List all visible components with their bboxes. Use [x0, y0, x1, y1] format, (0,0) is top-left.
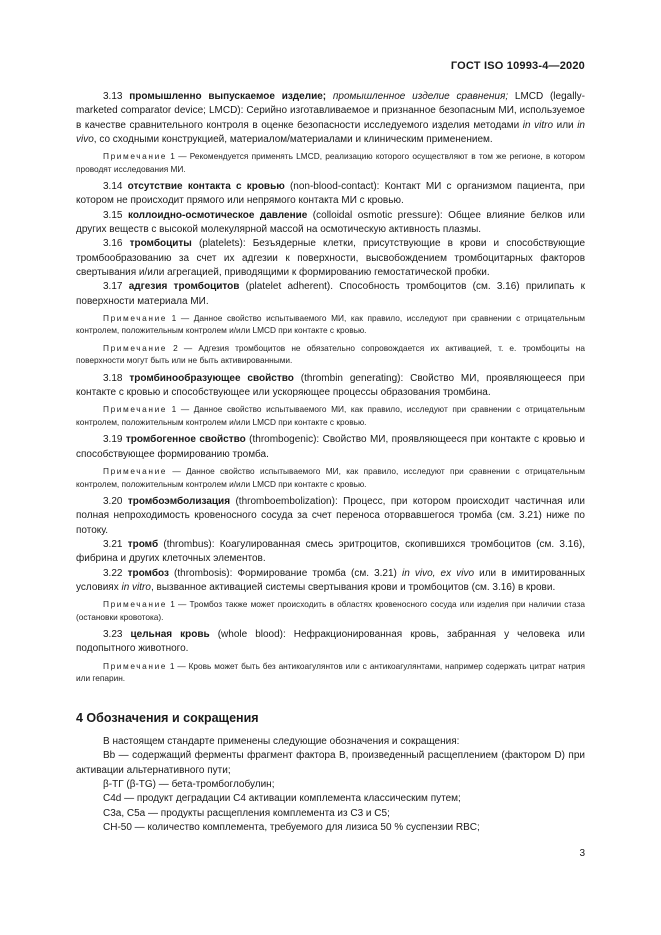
note — [76, 342, 585, 367]
entry-text: (whole blood): Нефракционированная кровь, забранная у человека или подопытного животного. — [76, 629, 585, 655]
abbreviation-item: C4d — продукт деградации C4 активации комплемента классическим путем; — [103, 793, 461, 805]
note — [76, 403, 585, 428]
entry-number: 3.20 — [103, 496, 123, 508]
section-heading: 4 Обозначения и сокращения — [76, 710, 259, 725]
note-text: 1 — Рекомендуется применять LMCD, реализацию которого осуществляют в том же регионе, в котором проводят исследования МИ. — [76, 151, 585, 174]
note — [76, 660, 585, 685]
document-id-header: ГОСТ ISO 10993-4—2020 — [450, 60, 585, 72]
definition-3-23 — [76, 628, 585, 657]
note-label: Примечание — [103, 151, 168, 162]
entry-number: 3.15 — [103, 209, 123, 221]
definition-3-14 — [76, 180, 585, 209]
definition-3-17 — [76, 280, 585, 309]
entry-term-alt: промышленное изделие сравнения; — [332, 91, 509, 102]
definition-3-15 — [76, 209, 585, 238]
entry-term: тромбоз — [127, 567, 169, 579]
abbreviation-item: CH-50 — количество комплемента, требуемого для лизиса 50 % суспензии RBC; — [103, 821, 480, 833]
note-text: — Данное свойство испытываемого МИ, как правило, исследуют при сравнении с отрицательным контролем, положительным контролем и/или LMCD при контакте с кровью. — [76, 466, 585, 489]
note — [76, 465, 585, 490]
abbreviation-item: Bb — содержащий ферменты фрагмент фактора B, произведенный расщеплением (фактором D) при активации альтернативного пути; — [76, 750, 585, 776]
entry-term: отсутствие контакта с кровью — [127, 181, 285, 193]
note-text: 1 — Тромбоз также может происходить в областях кровеносного сосуда или изделия при наличии стаза (остановки кровотока). — [76, 599, 585, 622]
entry-number: 3.22 — [103, 567, 123, 579]
entry-text: (colloidal osmotic pressure): Общее влияние белков или других веществ с высокой молекулярной массой на осмотическую активность плазмы. — [76, 209, 585, 236]
note — [76, 312, 585, 337]
entry-text: (platelet adherent). Способность тромбоцитов (см. 3.16) прилипать к поверхности материала МИ. — [76, 281, 586, 307]
entry-text: (thrombus): Коагулированная смесь эритроцитов, скопившихся тромбоцитов (см. 3.16), фибрина и других клеточных элементов. — [76, 538, 586, 565]
entry-term: цельная кровь — [130, 629, 210, 641]
entry-term: тромбоэмболизация — [127, 496, 231, 508]
note-label: Примечание — [103, 599, 168, 610]
page-content — [76, 90, 585, 835]
entry-text: или в имитированных условиях — [76, 567, 586, 593]
entry-term: адгезия тромбоцитов — [128, 281, 240, 293]
entry-text: (thrombin generating): Свойство МИ, проявляющееся при контакте с кровью и способствующее или ускоряющее процессы образования тромбина. — [76, 372, 585, 399]
entry-text: или — [553, 119, 578, 131]
note-text: 1 — Кровь может быть без антикоагулянтов или с антикоагулянтами, например содержать цитрат натрия или гепарин. — [76, 660, 585, 684]
entry-text: (thrombosis): Формирование тромба (см. 3.21) — [168, 567, 402, 579]
entry-text: (thromboembolization): Процесс, при котором происходит частичная или полная непроходимость кровеносного сосуда за счет переноса оторвавшегося тромба (см. 3.21) ниже по потоку. — [76, 496, 586, 536]
entry-number: 3.16 — [103, 238, 123, 250]
note-label: Примечание — [103, 660, 168, 671]
definition-3-16 — [76, 237, 585, 280]
entry-number: 3.13 — [103, 91, 123, 102]
definition-3-21 — [76, 538, 585, 567]
note-label: Примечание — [103, 404, 168, 415]
entry-text: , со сходными конструкцией, материалом/материалами и клиническим применением. — [93, 133, 493, 145]
entry-italic: in vitro — [121, 581, 151, 593]
definition-3-20 — [76, 495, 585, 538]
abbreviation-item: β-ТГ (β-TG) — бета-тромбоглобулин; — [103, 778, 275, 790]
note-text: 1 — Данное свойство испытываемого МИ, как правило, исследуют при сравнении с отрицательным контролем, положительным контролем и/или LMCD при контакте с кровью. — [76, 404, 585, 427]
entry-number: 3.17 — [103, 281, 123, 293]
note-label: Примечание — [103, 312, 168, 323]
note-text: 1 — Данное свойство испытываемого МИ, как правило, исследуют при сравнении с отрицательным контролем, положительным контролем и/или LMCD при контакте с кровью. — [76, 312, 585, 336]
section-intro: В настоящем стандарте применены следующие обозначения и сокращения: — [103, 736, 460, 748]
entry-term: промышленно выпускаемое изделие; — [129, 91, 327, 102]
abbreviation-item: C3a, C5a — продукты расщепления комплемента из C3 и C5; — [103, 807, 390, 819]
entry-italic: in vivo, ex vivo — [402, 567, 475, 579]
entry-italic: in vitro — [522, 119, 554, 131]
definition-3-19 — [76, 433, 585, 462]
entry-term: тромбинообразующее свойство — [129, 372, 294, 384]
note-text: 2 — Адгезия тромбоцитов не обязательно сопровождается их активацией, т. е. тромбоциты на поверхности могут быть или не быть активированными. — [76, 342, 585, 366]
entry-term: тромб — [127, 538, 159, 550]
note-label: Примечание — [103, 342, 168, 353]
entry-text: (platelets): Безъядерные клетки, присутствующие в крови и способствующие тромбообразованию за счет их адгезии к поверхности, высвобождением тромбоцитарных факторов свертывания и/или агрегацией, приводящими к формированию гемостатической пробки. — [76, 238, 586, 278]
entry-term: коллоидно-осмотическое давление — [127, 209, 308, 221]
entry-italic: in vivo — [76, 119, 585, 145]
entry-text: (thrombogenic): Свойство МИ, проявляющееся при контакте с кровью и способствующее формированию тромба. — [76, 434, 585, 460]
entry-number: 3.19 — [103, 434, 123, 446]
entry-term: тромбогенное свойство — [125, 434, 246, 446]
note-label: Примечание — [103, 466, 168, 477]
entry-text: , вызванное активацией системы свертывания крови и тромбоцитов (см. 3.16) в крови. — [150, 581, 556, 593]
note — [76, 598, 585, 623]
definition-3-22 — [76, 567, 585, 596]
definition-3-13 — [76, 90, 585, 147]
entry-text: LMCD (legally-marketed comparator device; LMCD): Серийно изготавливаемое и признанное безопасным МИ, используемое в качестве сравнительного контроля в оценке безопасности исследуемого изделия методами — [76, 91, 585, 131]
entry-number: 3.14 — [103, 181, 123, 193]
entry-term: тромбоциты — [129, 238, 192, 250]
note — [76, 150, 585, 175]
entry-number: 3.18 — [103, 372, 123, 384]
page-number: 3 — [579, 848, 585, 859]
definition-3-18 — [76, 372, 585, 401]
entry-number: 3.21 — [103, 538, 123, 550]
entry-text: (non-blood-contact): Контакт МИ с организмом пациента, при котором не происходит прямого или непрямого контакта МИ с кровью. — [76, 181, 585, 207]
entry-number: 3.23 — [103, 629, 123, 641]
